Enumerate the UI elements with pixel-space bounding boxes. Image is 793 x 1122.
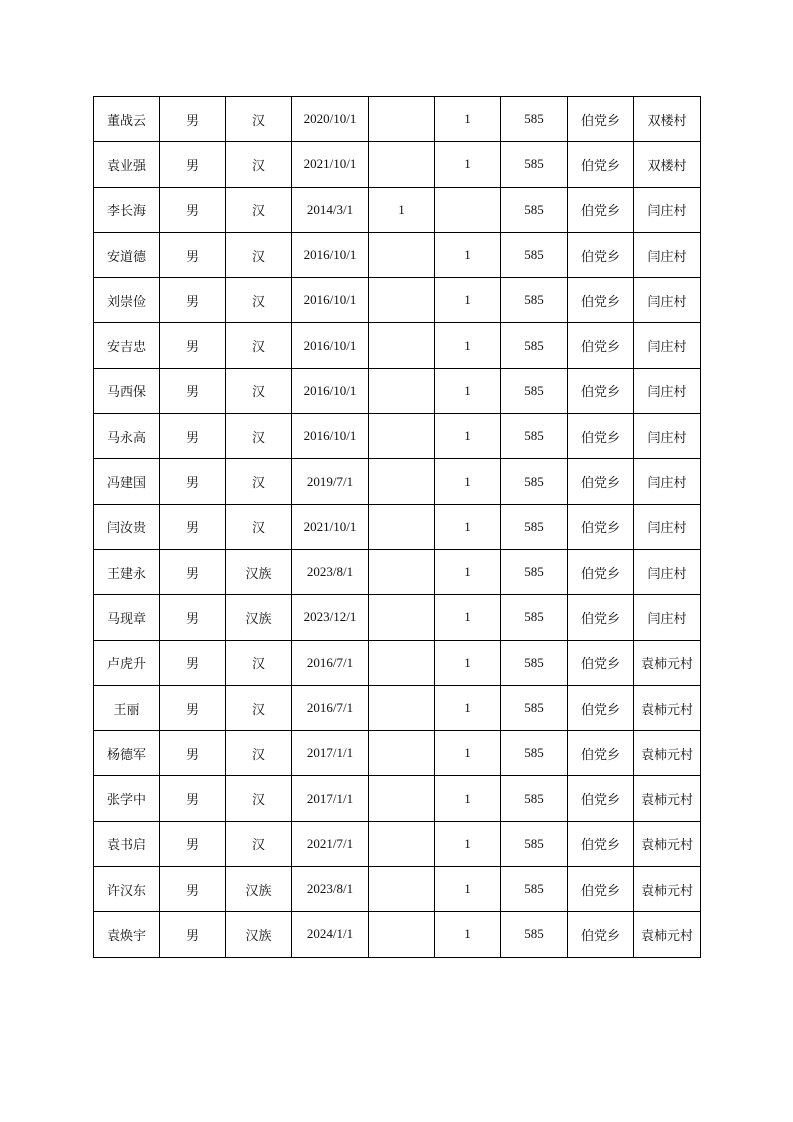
gender-cell: 男: [160, 368, 226, 413]
amount-cell: 585: [501, 278, 568, 323]
name-cell: 安道德: [94, 232, 160, 277]
village-cell: 闫庄村: [634, 595, 701, 640]
village-cell: 双楼村: [634, 142, 701, 187]
date-cell: 2016/10/1: [292, 414, 369, 459]
date-cell: 2016/10/1: [292, 368, 369, 413]
date-cell: 2014/3/1: [292, 187, 369, 232]
ethnicity-cell: 汉: [226, 414, 292, 459]
village-cell: 闫庄村: [634, 232, 701, 277]
amount-cell: 585: [501, 549, 568, 594]
column-b-cell: 1: [435, 776, 501, 821]
name-cell: 马现章: [94, 595, 160, 640]
date-cell: 2016/10/1: [292, 232, 369, 277]
name-cell: 李长海: [94, 187, 160, 232]
township-cell: 伯党乡: [568, 776, 634, 821]
ethnicity-cell: 汉: [226, 731, 292, 776]
village-cell: 袁柿元村: [634, 776, 701, 821]
name-cell: 冯建国: [94, 459, 160, 504]
amount-cell: 585: [501, 459, 568, 504]
amount-cell: 585: [501, 414, 568, 459]
gender-cell: 男: [160, 776, 226, 821]
ethnicity-cell: 汉族: [226, 549, 292, 594]
name-cell: 许汉东: [94, 867, 160, 912]
village-cell: 双楼村: [634, 97, 701, 142]
name-cell: 马西保: [94, 368, 160, 413]
village-cell: 袁柿元村: [634, 640, 701, 685]
village-cell: 闫庄村: [634, 368, 701, 413]
column-a-cell: [369, 821, 435, 866]
ethnicity-cell: 汉: [226, 142, 292, 187]
township-cell: 伯党乡: [568, 821, 634, 866]
township-cell: 伯党乡: [568, 368, 634, 413]
gender-cell: 男: [160, 912, 226, 957]
ethnicity-cell: 汉: [226, 97, 292, 142]
column-b-cell: 1: [435, 504, 501, 549]
table-row: [94, 459, 701, 504]
village-cell: 闫庄村: [634, 504, 701, 549]
gender-cell: 男: [160, 821, 226, 866]
name-cell: 安吉忠: [94, 323, 160, 368]
gender-cell: 男: [160, 685, 226, 730]
gender-cell: 男: [160, 414, 226, 459]
table-row: [94, 142, 701, 187]
amount-cell: 585: [501, 731, 568, 776]
date-cell: 2023/12/1: [292, 595, 369, 640]
ethnicity-cell: 汉: [226, 187, 292, 232]
township-cell: 伯党乡: [568, 731, 634, 776]
gender-cell: 男: [160, 640, 226, 685]
village-cell: 袁柿元村: [634, 731, 701, 776]
table-row: [94, 187, 701, 232]
date-cell: 2016/7/1: [292, 640, 369, 685]
village-cell: 闫庄村: [634, 549, 701, 594]
gender-cell: 男: [160, 97, 226, 142]
column-b-cell: [435, 187, 501, 232]
table-row: [94, 232, 701, 277]
column-a-cell: 1: [369, 187, 435, 232]
table-body: [94, 97, 701, 958]
amount-cell: 585: [501, 142, 568, 187]
township-cell: 伯党乡: [568, 232, 634, 277]
gender-cell: 男: [160, 232, 226, 277]
column-a-cell: [369, 368, 435, 413]
name-cell: 袁焕宇: [94, 912, 160, 957]
date-cell: 2024/1/1: [292, 912, 369, 957]
township-cell: 伯党乡: [568, 459, 634, 504]
date-cell: 2017/1/1: [292, 731, 369, 776]
column-a-cell: [369, 323, 435, 368]
ethnicity-cell: 汉: [226, 821, 292, 866]
column-a-cell: [369, 731, 435, 776]
column-a-cell: [369, 142, 435, 187]
date-cell: 2023/8/1: [292, 549, 369, 594]
date-cell: 2016/10/1: [292, 323, 369, 368]
township-cell: 伯党乡: [568, 549, 634, 594]
name-cell: 杨德军: [94, 731, 160, 776]
amount-cell: 585: [501, 504, 568, 549]
date-cell: 2016/10/1: [292, 278, 369, 323]
village-cell: 袁柿元村: [634, 685, 701, 730]
date-cell: 2021/10/1: [292, 504, 369, 549]
column-a-cell: [369, 278, 435, 323]
date-cell: 2020/10/1: [292, 97, 369, 142]
column-a-cell: [369, 912, 435, 957]
township-cell: 伯党乡: [568, 595, 634, 640]
township-cell: 伯党乡: [568, 414, 634, 459]
column-b-cell: 1: [435, 595, 501, 640]
name-cell: 袁业强: [94, 142, 160, 187]
township-cell: 伯党乡: [568, 97, 634, 142]
column-b-cell: 1: [435, 867, 501, 912]
gender-cell: 男: [160, 549, 226, 594]
table-row: [94, 685, 701, 730]
column-b-cell: 1: [435, 97, 501, 142]
name-cell: 董战云: [94, 97, 160, 142]
gender-cell: 男: [160, 595, 226, 640]
ethnicity-cell: 汉: [226, 278, 292, 323]
ethnicity-cell: 汉: [226, 459, 292, 504]
column-b-cell: 1: [435, 731, 501, 776]
table-row: [94, 867, 701, 912]
ethnicity-cell: 汉族: [226, 912, 292, 957]
name-cell: 袁书启: [94, 821, 160, 866]
village-cell: 闫庄村: [634, 414, 701, 459]
township-cell: 伯党乡: [568, 142, 634, 187]
township-cell: 伯党乡: [568, 912, 634, 957]
table-row: [94, 323, 701, 368]
table-row: [94, 731, 701, 776]
ethnicity-cell: 汉: [226, 323, 292, 368]
amount-cell: 585: [501, 640, 568, 685]
township-cell: 伯党乡: [568, 685, 634, 730]
gender-cell: 男: [160, 731, 226, 776]
township-cell: 伯党乡: [568, 504, 634, 549]
table-row: [94, 278, 701, 323]
column-b-cell: 1: [435, 368, 501, 413]
column-b-cell: 1: [435, 549, 501, 594]
amount-cell: 585: [501, 776, 568, 821]
township-cell: 伯党乡: [568, 278, 634, 323]
township-cell: 伯党乡: [568, 323, 634, 368]
column-a-cell: [369, 414, 435, 459]
ethnicity-cell: 汉族: [226, 595, 292, 640]
name-cell: 王丽: [94, 685, 160, 730]
amount-cell: 585: [501, 595, 568, 640]
ethnicity-cell: 汉族: [226, 867, 292, 912]
amount-cell: 585: [501, 821, 568, 866]
name-cell: 闫汝贵: [94, 504, 160, 549]
village-cell: 闫庄村: [634, 187, 701, 232]
gender-cell: 男: [160, 323, 226, 368]
table-row: [94, 776, 701, 821]
ethnicity-cell: 汉: [226, 504, 292, 549]
amount-cell: 585: [501, 323, 568, 368]
township-cell: 伯党乡: [568, 187, 634, 232]
table-row: [94, 504, 701, 549]
table-row: [94, 821, 701, 866]
table-row: [94, 414, 701, 459]
ethnicity-cell: 汉: [226, 368, 292, 413]
amount-cell: 585: [501, 685, 568, 730]
village-cell: 袁柿元村: [634, 912, 701, 957]
column-a-cell: [369, 232, 435, 277]
table-row: [94, 368, 701, 413]
table-row: [94, 640, 701, 685]
amount-cell: 585: [501, 368, 568, 413]
ethnicity-cell: 汉: [226, 685, 292, 730]
gender-cell: 男: [160, 459, 226, 504]
column-b-cell: 1: [435, 142, 501, 187]
column-b-cell: 1: [435, 232, 501, 277]
name-cell: 马永高: [94, 414, 160, 459]
amount-cell: 585: [501, 97, 568, 142]
amount-cell: 585: [501, 867, 568, 912]
village-cell: 闫庄村: [634, 278, 701, 323]
amount-cell: 585: [501, 232, 568, 277]
date-cell: 2017/1/1: [292, 776, 369, 821]
table-row: [94, 595, 701, 640]
column-a-cell: [369, 549, 435, 594]
township-cell: 伯党乡: [568, 867, 634, 912]
column-b-cell: 1: [435, 414, 501, 459]
date-cell: 2023/8/1: [292, 867, 369, 912]
name-cell: 张学中: [94, 776, 160, 821]
column-b-cell: 1: [435, 685, 501, 730]
column-b-cell: 1: [435, 640, 501, 685]
column-a-cell: [369, 776, 435, 821]
gender-cell: 男: [160, 867, 226, 912]
amount-cell: 585: [501, 187, 568, 232]
village-cell: 闫庄村: [634, 323, 701, 368]
column-b-cell: 1: [435, 323, 501, 368]
gender-cell: 男: [160, 504, 226, 549]
amount-cell: 585: [501, 912, 568, 957]
column-a-cell: [369, 640, 435, 685]
column-a-cell: [369, 595, 435, 640]
column-b-cell: 1: [435, 912, 501, 957]
date-cell: 2021/10/1: [292, 142, 369, 187]
village-cell: 袁柿元村: [634, 867, 701, 912]
column-a-cell: [369, 97, 435, 142]
column-a-cell: [369, 504, 435, 549]
date-cell: 2019/7/1: [292, 459, 369, 504]
gender-cell: 男: [160, 278, 226, 323]
table-row: [94, 912, 701, 957]
column-b-cell: 1: [435, 459, 501, 504]
name-cell: 王建永: [94, 549, 160, 594]
table-row: [94, 97, 701, 142]
gender-cell: 男: [160, 142, 226, 187]
column-a-cell: [369, 459, 435, 504]
name-cell: 卢虎升: [94, 640, 160, 685]
roster-table: [93, 96, 701, 958]
village-cell: 袁柿元村: [634, 821, 701, 866]
date-cell: 2021/7/1: [292, 821, 369, 866]
column-b-cell: 1: [435, 278, 501, 323]
ethnicity-cell: 汉: [226, 776, 292, 821]
gender-cell: 男: [160, 187, 226, 232]
ethnicity-cell: 汉: [226, 640, 292, 685]
village-cell: 闫庄村: [634, 459, 701, 504]
column-b-cell: 1: [435, 821, 501, 866]
column-a-cell: [369, 867, 435, 912]
name-cell: 刘崇俭: [94, 278, 160, 323]
table-row: [94, 549, 701, 594]
ethnicity-cell: 汉: [226, 232, 292, 277]
township-cell: 伯党乡: [568, 640, 634, 685]
date-cell: 2016/7/1: [292, 685, 369, 730]
column-a-cell: [369, 685, 435, 730]
